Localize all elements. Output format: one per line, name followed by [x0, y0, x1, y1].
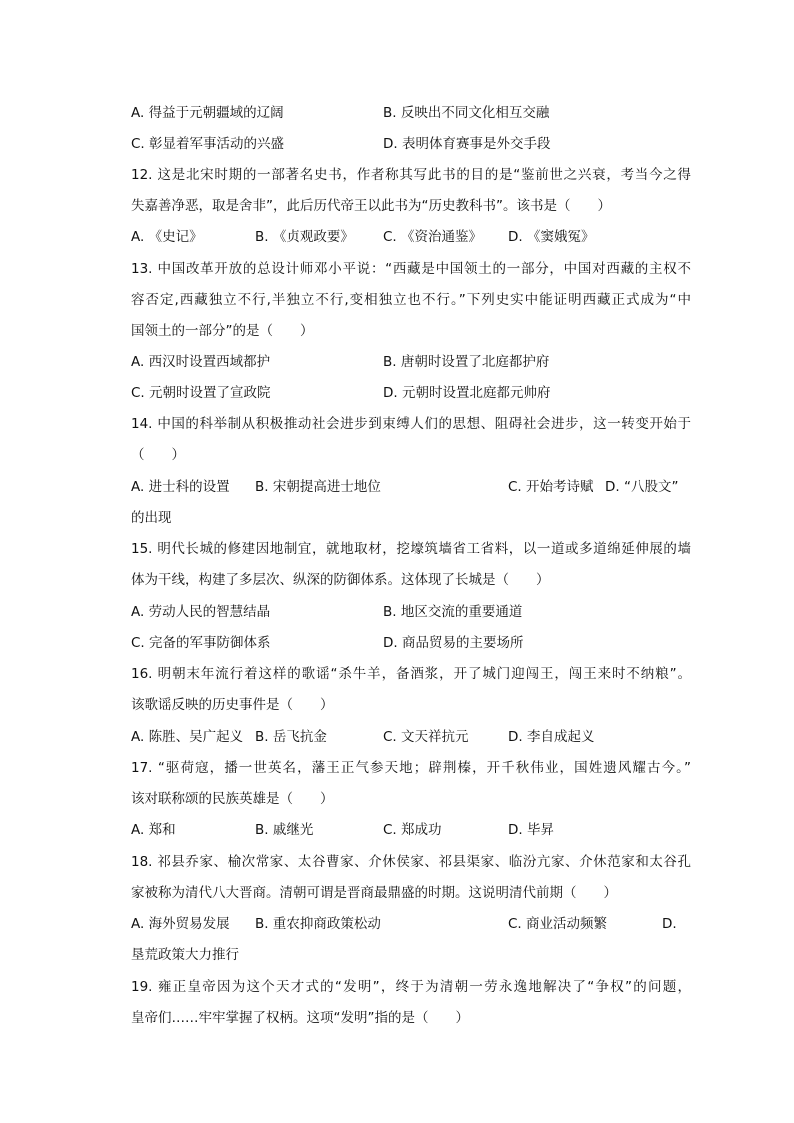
q13-stem-line-1: 13. 中国改革开放的总设计师邓小平说：“西藏是中国领土的一部分，中国对西藏的主权不	[131, 261, 691, 277]
q14-stem-line-1: 14. 中国的科举制从积极推动社会进步到束缚人们的思想、阻碍社会进步，这一转变开始于	[131, 416, 691, 432]
q12-option-a[interactable]: A. 《史记》	[131, 229, 203, 245]
q17-option-c[interactable]: C. 郑成功	[383, 822, 442, 838]
q12-stem-line-2: 失嘉善净恶，取是舍非”，此后历代帝王以此书为“历史教科书”。该书是（ ）	[131, 198, 611, 214]
q11-option-d[interactable]: D. 表明体育赛事是外交手段	[383, 136, 551, 152]
q18-option-c[interactable]: C. 商业活动频繁	[508, 916, 608, 932]
q15-option-b[interactable]: B. 地区交流的重要通道	[383, 604, 523, 620]
q14-stem-line-2: （ ）	[131, 447, 185, 463]
q14-option-d-continued: 的出现	[131, 510, 172, 526]
q18-option-a[interactable]: A. 海外贸易发展	[131, 916, 230, 932]
q13-option-a[interactable]: A. 西汉时设置西域都护	[131, 354, 271, 370]
q11-option-b[interactable]: B. 反映出不同文化相互交融	[383, 105, 550, 121]
q17-option-b[interactable]: B. 戚继光	[255, 822, 314, 838]
q17-stem-line-1: 17. “驱荷寇，播一世英名，藩王正气参天地；辟荆榛，开千秋伟业，国姓遗风耀古今。”	[131, 760, 691, 776]
q17-option-d[interactable]: D. 毕昇	[508, 822, 554, 838]
q19-stem-line-2: 皇帝们……牢牢掌握了权柄。这项“发明”指的是（ ）	[131, 1010, 469, 1026]
q18-option-b[interactable]: B. 重农抑商政策松动	[255, 916, 381, 932]
q15-option-d[interactable]: D. 商品贸易的主要场所	[383, 635, 524, 651]
q12-stem-line-1: 12. 这是北宋时期的一部著名史书，作者称其写此书的目的是“鉴前世之兴衰，考当今之得	[131, 167, 691, 183]
q12-option-c[interactable]: C. 《资治通鉴》	[383, 229, 483, 245]
q15-stem-line-1: 15. 明代长城的修建因地制宜，就地取材，挖壕筑墙省工省料，以一道或多道绵延伸展的墙	[131, 541, 691, 557]
q18-stem-line-1: 18. 祁县乔家、榆次常家、太谷曹家、介休侯家、祁县渠家、临汾亢家、介休范家和太谷孔	[131, 854, 691, 870]
q12-option-b[interactable]: B. 《贞观政要》	[255, 229, 354, 245]
q14-option-d[interactable]: D. “八股文”	[605, 479, 679, 495]
q15-option-c[interactable]: C. 完备的军事防御体系	[131, 635, 271, 651]
q16-option-c[interactable]: C. 文天祥抗元	[383, 729, 469, 745]
q16-option-b[interactable]: B. 岳飞抗金	[255, 729, 327, 745]
q16-option-d[interactable]: D. 李自成起义	[508, 729, 595, 745]
q13-stem-line-2: 容否定,西藏独立不行,半独立不行,变相独立也不行。”下列史实中能证明西藏正式成为“中	[131, 292, 691, 308]
q16-option-a[interactable]: A. 陈胜、吴广起义	[131, 729, 244, 745]
q14-option-c[interactable]: C. 开始考诗赋	[508, 479, 594, 495]
q14-option-b[interactable]: B. 宋朝提高进士地位	[255, 479, 381, 495]
q13-option-b[interactable]: B. 唐朝时设置了北庭都护府	[383, 354, 550, 370]
q18-stem-line-2: 家被称为清代八大晋商。清朝可谓是晋商最鼎盛的时期。这说明清代前期（ ）	[131, 885, 617, 901]
q16-stem-line-2: 该歌谣反映的历史事件是（ ）	[131, 697, 334, 713]
q19-stem-line-1: 19. 雍正皇帝因为这个天才式的“发明”，终于为清朝一劳永逸地解决了“争权”的问题，	[131, 979, 691, 995]
q17-option-a[interactable]: A. 郑和	[131, 822, 176, 838]
q18-option-d[interactable]: D.	[662, 916, 677, 932]
q11-option-a[interactable]: A. 得益于元朝疆域的辽阔	[131, 105, 284, 121]
q13-option-c[interactable]: C. 元朝时设置了宣政院	[131, 385, 271, 401]
q15-option-a[interactable]: A. 劳动人民的智慧结晶	[131, 604, 271, 620]
q13-stem-line-3: 国领土的一部分”的是（ ）	[131, 323, 314, 339]
q14-option-a[interactable]: A. 进士科的设置	[131, 479, 230, 495]
q16-stem-line-1: 16. 明朝末年流行着这样的歌谣“杀牛羊，备酒浆，开了城门迎闯王，闯王来时不纳粮”。	[131, 666, 691, 682]
q11-option-c[interactable]: C. 彰显着军事活动的兴盛	[131, 136, 285, 152]
q17-stem-line-2: 该对联称颂的民族英雄是（ ）	[131, 791, 334, 807]
q15-stem-line-2: 体为干线，构建了多层次、纵深的防御体系。这体现了长城是（ ）	[131, 572, 550, 588]
q13-option-d[interactable]: D. 元朝时设置北庭都元帅府	[383, 385, 551, 401]
q12-option-d[interactable]: D. 《窦娥冤》	[508, 229, 595, 245]
q18-option-d-continued: 垦荒政策大力推行	[131, 947, 239, 963]
